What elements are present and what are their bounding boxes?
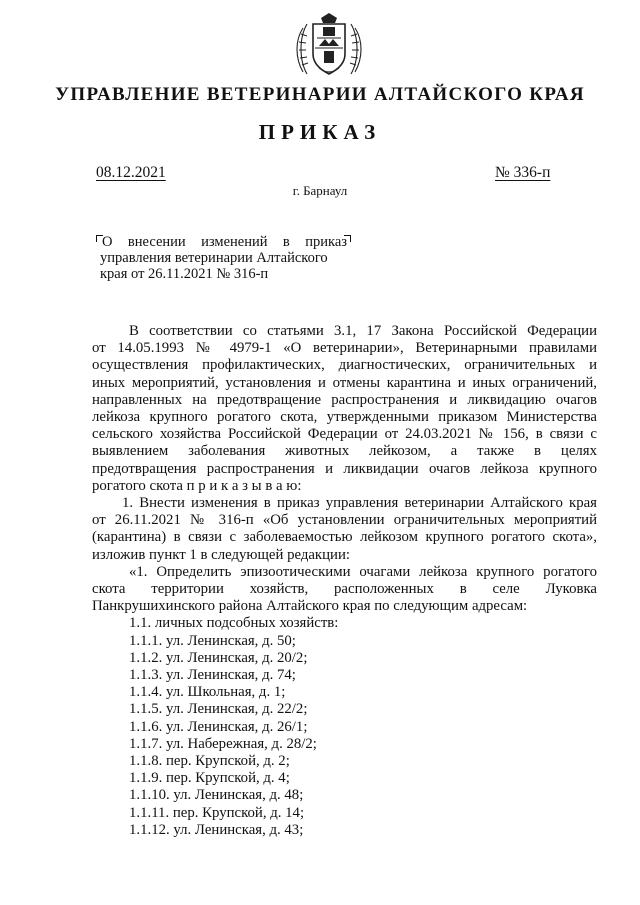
document-date: 08.12.2021 (96, 164, 166, 181)
quote-line: скота территории хозяйств, расположенных в селе Луковка (92, 581, 597, 598)
preamble-line: сельского хозяйства Российской Федерации от 24.03.2021 № 156, в связи с (92, 426, 597, 443)
address-item: 1.1.6. ул. Ленинская, д. 26/1; (129, 718, 308, 735)
preamble-line: иных мероприятий, установления и отмены карантина и иных ограничений, (92, 374, 597, 391)
quote-line: Панкрушихинского района Алтайского края по следующим адресам: (92, 598, 528, 615)
preamble-line: направленных на предотвращение распространения и ликвидацию очагов (92, 391, 597, 408)
corner-bracket-left (96, 235, 103, 242)
item1-line: изложив пункт 1 в следующей редакции: (92, 546, 350, 563)
sub-heading: 1.1. личных подсобных хозяйств: (129, 615, 339, 632)
quote-line: «1. Определить эпизоотическими очагами лейкоза крупного рогатого (129, 563, 597, 580)
preamble-line: выявлением заболевания животных лейкозом, а также в целях (92, 443, 597, 460)
item1-line: от 26.11.2021 № 316-п «Об установлении ограничительных мероприятий (92, 512, 597, 529)
preamble-line: В соответствии со статьями 3.1, 17 Закона Российской Федерации (129, 323, 597, 339)
subject-line: края от 26.11.2021 № 316-п (100, 266, 269, 282)
preamble-line: рогатого скота п р и к а з ы в а ю: (92, 477, 302, 494)
address-item: 1.1.10. ул. Ленинская, д. 48; (129, 787, 304, 804)
address-item: 1.1.3. ул. Ленинская, д. 74; (129, 667, 296, 684)
subject-line: О внесении изменений в приказ (102, 234, 347, 250)
address-item: 1.1.2. ул. Ленинская, д. 20/2; (129, 649, 308, 666)
preamble-line: предотвращения распространения и ликвидации очагов лейкоза крупного (92, 460, 597, 477)
document-title: ПРИКАЗ (258, 120, 382, 144)
preamble-line: лейкоза крупного рогатого скота, утвержденными приказом Министерства (92, 409, 597, 426)
address-item: 1.1.5. ул. Ленинская, д. 22/2; (129, 701, 308, 718)
address-item: 1.1.4. ул. Школьная, д. 1; (129, 684, 286, 701)
coat-of-arms-emblem (293, 12, 365, 80)
preamble-line: от 14.05.1993 № 4979-1 «О ветеринарии», Ветеринарными правилами (92, 340, 597, 357)
corner-bracket-right (344, 235, 351, 242)
item1-line: (карантина) в связи с заболеваемостью лейкозом крупного рогатого скота», (92, 529, 597, 546)
document-number: № 336-п (495, 164, 551, 181)
address-item: 1.1.9. пер. Крупской, д. 4; (129, 770, 290, 787)
document-city: г. Барнаул (292, 183, 348, 198)
organization-name: УПРАВЛЕНИЕ ВЕТЕРИНАРИИ АЛТАЙСКОГО КРАЯ (55, 84, 585, 105)
document-subject (98, 234, 351, 282)
document-body (92, 323, 597, 839)
subject-line: управления ветеринарии Алтайского (100, 250, 328, 266)
address-item: 1.1.12. ул. Ленинская, д. 43; (129, 821, 304, 838)
address-item: 1.1.1. ул. Ленинская, д. 50; (129, 632, 296, 649)
preamble-line: осуществления профилактических, диагностических, ограничительных и (92, 357, 597, 374)
address-item: 1.1.11. пер. Крупской, д. 14; (129, 804, 305, 821)
address-item: 1.1.7. ул. Набережная, д. 28/2; (129, 735, 317, 752)
item1-line: 1. Внести изменения в приказ управления ветеринарии Алтайского края (122, 495, 597, 512)
address-item: 1.1.8. пер. Крупской, д. 2; (129, 753, 290, 770)
